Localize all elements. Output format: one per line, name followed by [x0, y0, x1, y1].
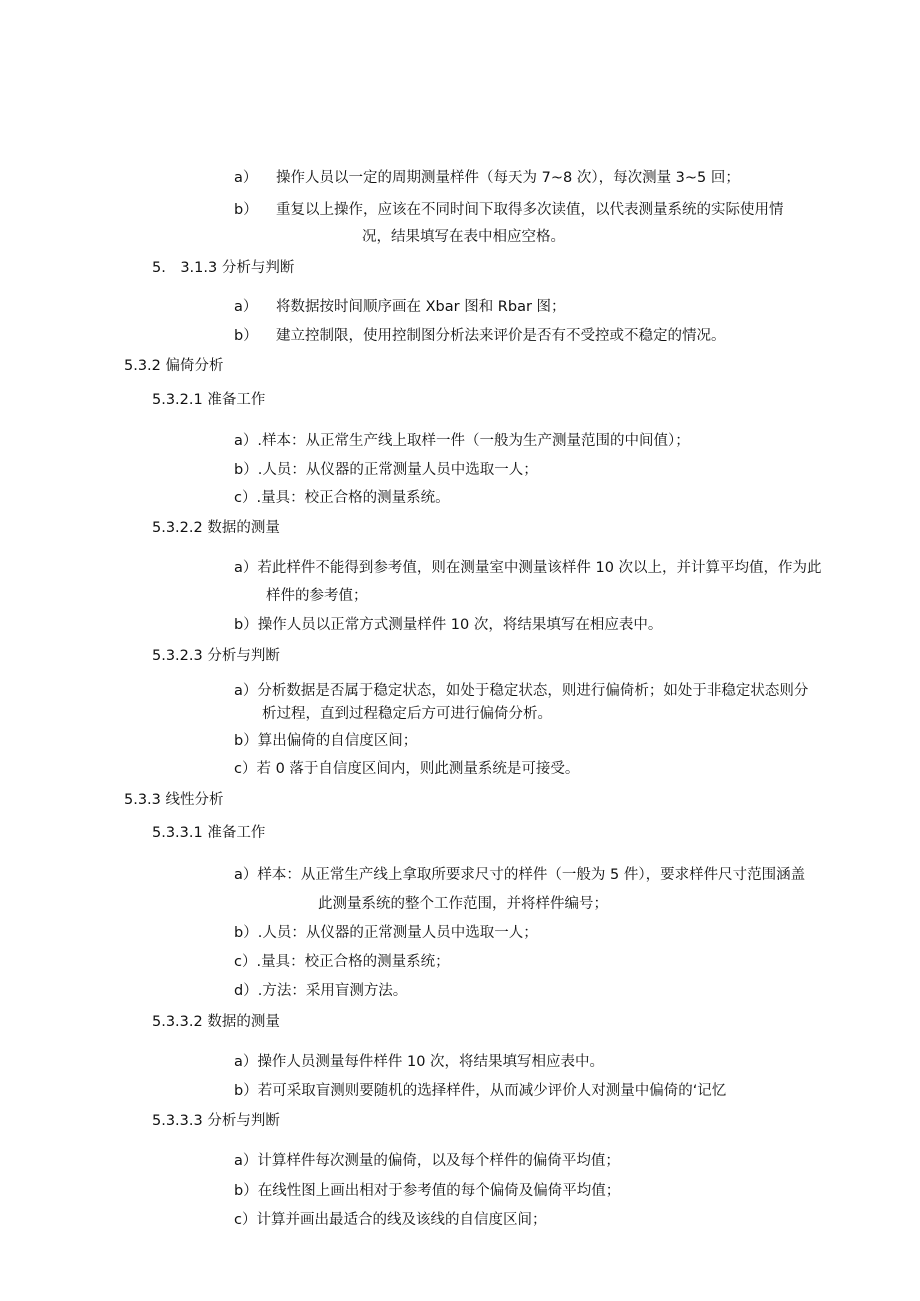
list-item: d）.方法：采用盲测方法。	[234, 983, 408, 999]
list-item: 操作人员以一定的周期测量样件（每天为 7~8 次），每次测量 3~5 回；	[276, 170, 740, 186]
list-marker: b）	[234, 202, 258, 218]
list-item: 重复以上操作，应该在不同时间下取得多次读值，以代表测量系统的实际使用情	[276, 202, 784, 218]
list-item: b）操作人员以正常方式测量样件 10 次，将结果填写在相应表中。	[234, 617, 663, 633]
list-item: a）若此样件不能得到参考值，则在测量室中测量该样件 10 次以上，并计算平均值，作为此	[234, 560, 822, 576]
list-item: b）.人员：从仪器的正常测量人员中选取一人；	[234, 462, 538, 478]
section-heading: 5.3.2 偏倚分析	[124, 358, 224, 374]
list-item: a）计算样件每次测量的偏倚，以及每个样件的偏倚平均值；	[234, 1153, 620, 1169]
list-marker: a）	[234, 170, 258, 186]
list-item: b）若可采取盲测则要随机的选择样件，从而减少评价人对测量中偏倚的‘记忆	[234, 1083, 727, 1099]
list-item-continuation: 样件的参考值；	[266, 588, 368, 604]
list-item: c）计算并画出最适合的线及该线的自信度区间；	[234, 1212, 547, 1228]
list-item: c）.量具：校正合格的测量系统。	[234, 490, 450, 506]
list-item-continuation: 析过程，直到过程稳定后方可进行偏倚分析。	[262, 706, 552, 722]
list-marker: b）	[234, 328, 258, 344]
section-heading: 5.3.3 线性分析	[124, 792, 224, 808]
list-item: a）.样本：从正常生产线上取样一件（一般为生产测量范围的中间值）；	[234, 433, 690, 449]
section-heading: 5. 3.1.3 分析与判断	[152, 260, 295, 276]
list-item: 建立控制限，使用控制图分析法来评价是否有不受控或不稳定的情况。	[276, 328, 726, 344]
list-item: b）在线性图上画出相对于参考值的每个偏倚及偏倚平均值；	[234, 1183, 621, 1199]
list-item-continuation: 况，结果填写在表中相应空格。	[362, 229, 565, 245]
subsection-heading: 5.3.3.1 准备工作	[152, 825, 266, 841]
list-item: c）若 0 落于自信度区间内，则此测量系统是可接受。	[234, 761, 580, 777]
subsection-heading: 5.3.3.2 数据的测量	[152, 1014, 280, 1030]
subsection-heading: 5.3.2.1 准备工作	[152, 392, 266, 408]
list-item: a）分析数据是否属于稳定状态，如处于稳定状态，则进行偏倚析；如处于非稳定状态则分	[234, 683, 809, 699]
list-item-continuation: 此测量系统的整个工作范围，并将样件编号；	[318, 896, 608, 912]
list-item: a）操作人员测量每件样件 10 次，将结果填写相应表中。	[234, 1054, 605, 1070]
subsection-heading: 5.3.2.2 数据的测量	[152, 520, 280, 536]
list-marker: a）	[234, 299, 258, 315]
list-item: b）算出偏倚的自信度区间；	[234, 733, 418, 749]
subsection-heading: 5.3.3.3 分析与判断	[152, 1113, 280, 1129]
list-item: b）.人员：从仪器的正常测量人员中选取一人；	[234, 925, 538, 941]
subsection-heading: 5.3.2.3 分析与判断	[152, 648, 280, 664]
list-item: c）.量具：校正合格的测量系统；	[234, 954, 450, 970]
list-item: 将数据按时间顺序画在 Xbar 图和 Rbar 图；	[276, 299, 566, 315]
list-item: a）样本：从正常生产线上拿取所要求尺寸的样件（一般为 5 件），要求样件尺寸范围涵盖	[234, 867, 806, 883]
